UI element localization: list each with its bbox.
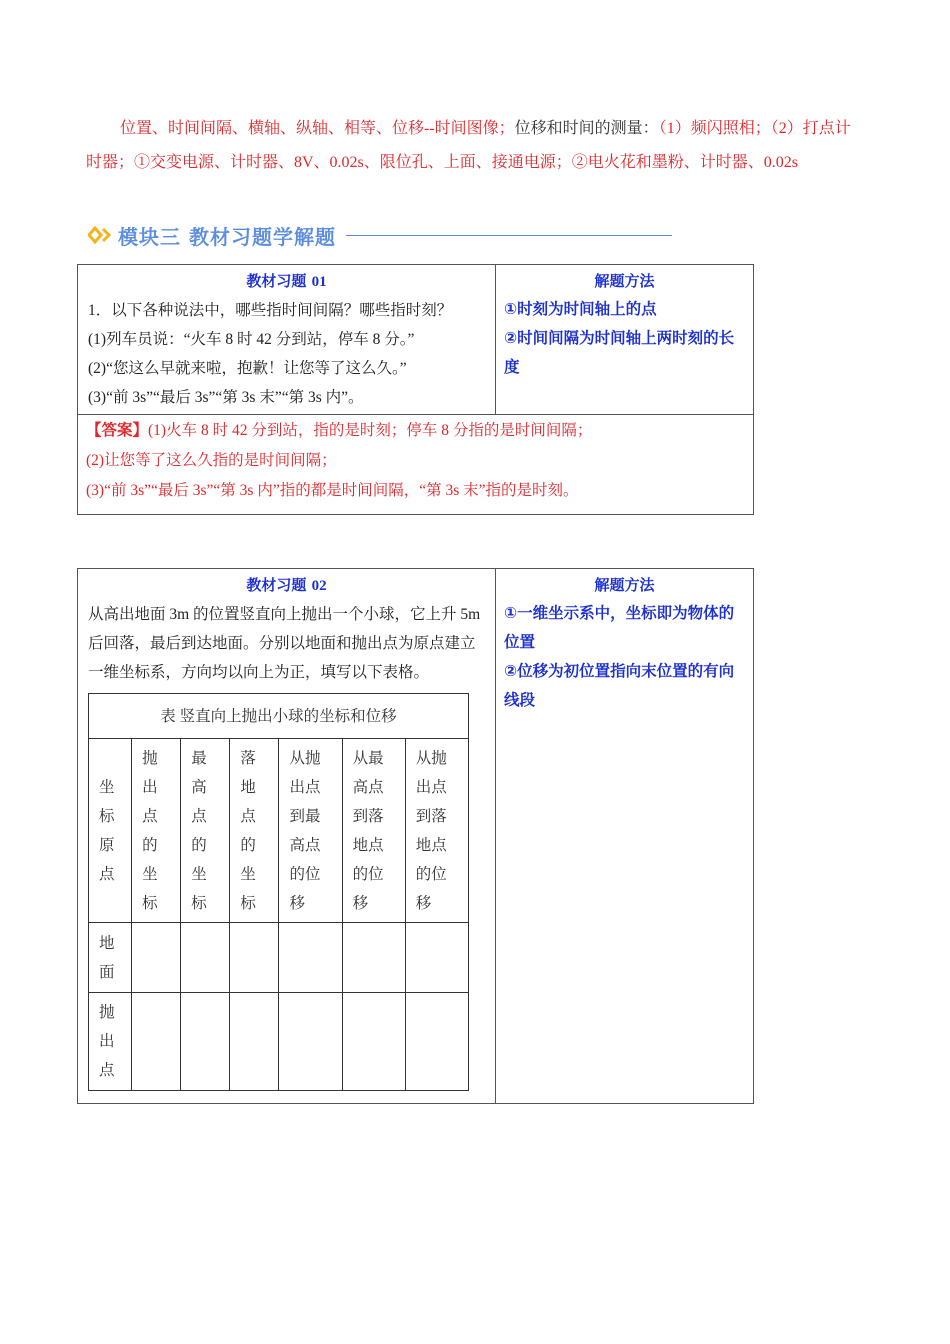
exercise-01-table: [77, 264, 754, 515]
module-header: [88, 218, 672, 252]
exercise-01-question-cell: [78, 265, 496, 415]
module-divider: [346, 235, 672, 236]
exercise-02-question: 从高出地面 3m 的位置竖直向上抛出一个小球，它上升 5m 后回落，最后到达地面。分别以地面和抛出点为原点建立一维坐标系，方向均以向上为正，填写以下表格。: [88, 606, 481, 681]
table-cell: [405, 993, 468, 1091]
table-row: [89, 923, 469, 993]
exercise-01-method-cell: [496, 265, 754, 415]
exercise-02-method-cell: [496, 569, 754, 1104]
intro-red-text-1: 位置、时间间隔、横轴、纵轴、相等、位移--时间图像；: [120, 120, 515, 137]
table-cell: [132, 923, 181, 993]
table-row: [89, 993, 469, 1091]
exercise-01-answer: 【答案】(1)火车 8 时 42 分到站，指的是时刻；停车 8 分指的是时间间隔； (2)让您等了这么久指的是时间间隔； (3)“前 3s”“最后 3s”“第 3s 内”指的都是时间间隔，“第 3s 末”指的是时刻。: [78, 415, 754, 515]
module-title: 模块三 教材习题学解题: [118, 224, 336, 249]
table-cell: [342, 923, 405, 993]
table-cell: [279, 923, 342, 993]
table-header: 抛出点的坐标: [132, 739, 181, 923]
table-cell: [230, 923, 279, 993]
table-header: 从最高点到落地点的位移: [342, 739, 405, 923]
exercise-02-table: [77, 568, 754, 1104]
table-header: 从抛出点到落地点的位移: [405, 739, 468, 923]
exercise-01-title: 教材习题 01: [246, 272, 327, 290]
table-header: 落地点的坐标: [230, 739, 279, 923]
row-origin: 抛出点: [89, 993, 132, 1091]
table-cell: [181, 993, 230, 1091]
exercise-01-question: 1．以下各种说法中，哪些指时间间隔？哪些指时刻？ (1)列车员说：“火车 8 时 42 分到站，停车 8 分。” (2)“您这么早就来啦，抱歉！让您等了这么久。” (3)“前 3s”“最后 3s”“第 3s 末”“第 3s 内”。: [88, 302, 453, 406]
table-header: 从抛出点到最高点的位移: [279, 739, 342, 923]
exercise-02-method-title: 解题方法: [594, 576, 655, 594]
table-header: 坐标原点: [89, 739, 132, 923]
row-origin: 地面: [89, 923, 132, 993]
exercise-01-method-title: 解题方法: [594, 272, 655, 290]
table-cell: [230, 993, 279, 1091]
exercise-01-method-line: ①时刻为时间轴上的点: [504, 300, 657, 318]
table-caption: 表 竖直向上抛出小球的坐标和位移: [89, 694, 469, 739]
exercise-02-question-cell: [78, 569, 496, 1104]
intro-black-text: 位移和时间的测量：: [514, 120, 659, 137]
exercise-02-title: 教材习题 02: [246, 576, 327, 594]
exercise-01-method-line: ②时间间隔为时间轴上两时刻的长度: [504, 329, 735, 376]
intro-red-text-2: （1）频闪照相；（2）打点计时器；①交变电源、计时器、8V、0.02s、限位孔、上面、接通电源；②电火花和墨粉、计时器、0.02s: [86, 120, 851, 171]
table-cell: [181, 923, 230, 993]
table-cell: [132, 993, 181, 1091]
intro-paragraph: [86, 112, 866, 180]
answer-tag: 【答案】: [86, 421, 149, 439]
exercise-02-method-line: ①一维坐示系中，坐标即为物体的位置: [504, 604, 735, 651]
exercise-02-method-line: ②位移为初位置指向末位置的有向线段: [504, 662, 735, 709]
table-cell: [279, 993, 342, 1091]
coordinate-displacement-table: [88, 693, 469, 1091]
table-cell: [405, 923, 468, 993]
table-cell: [342, 993, 405, 1091]
double-chevron-diamond-icon: [88, 225, 114, 245]
table-header: 最高点的坐标: [181, 739, 230, 923]
